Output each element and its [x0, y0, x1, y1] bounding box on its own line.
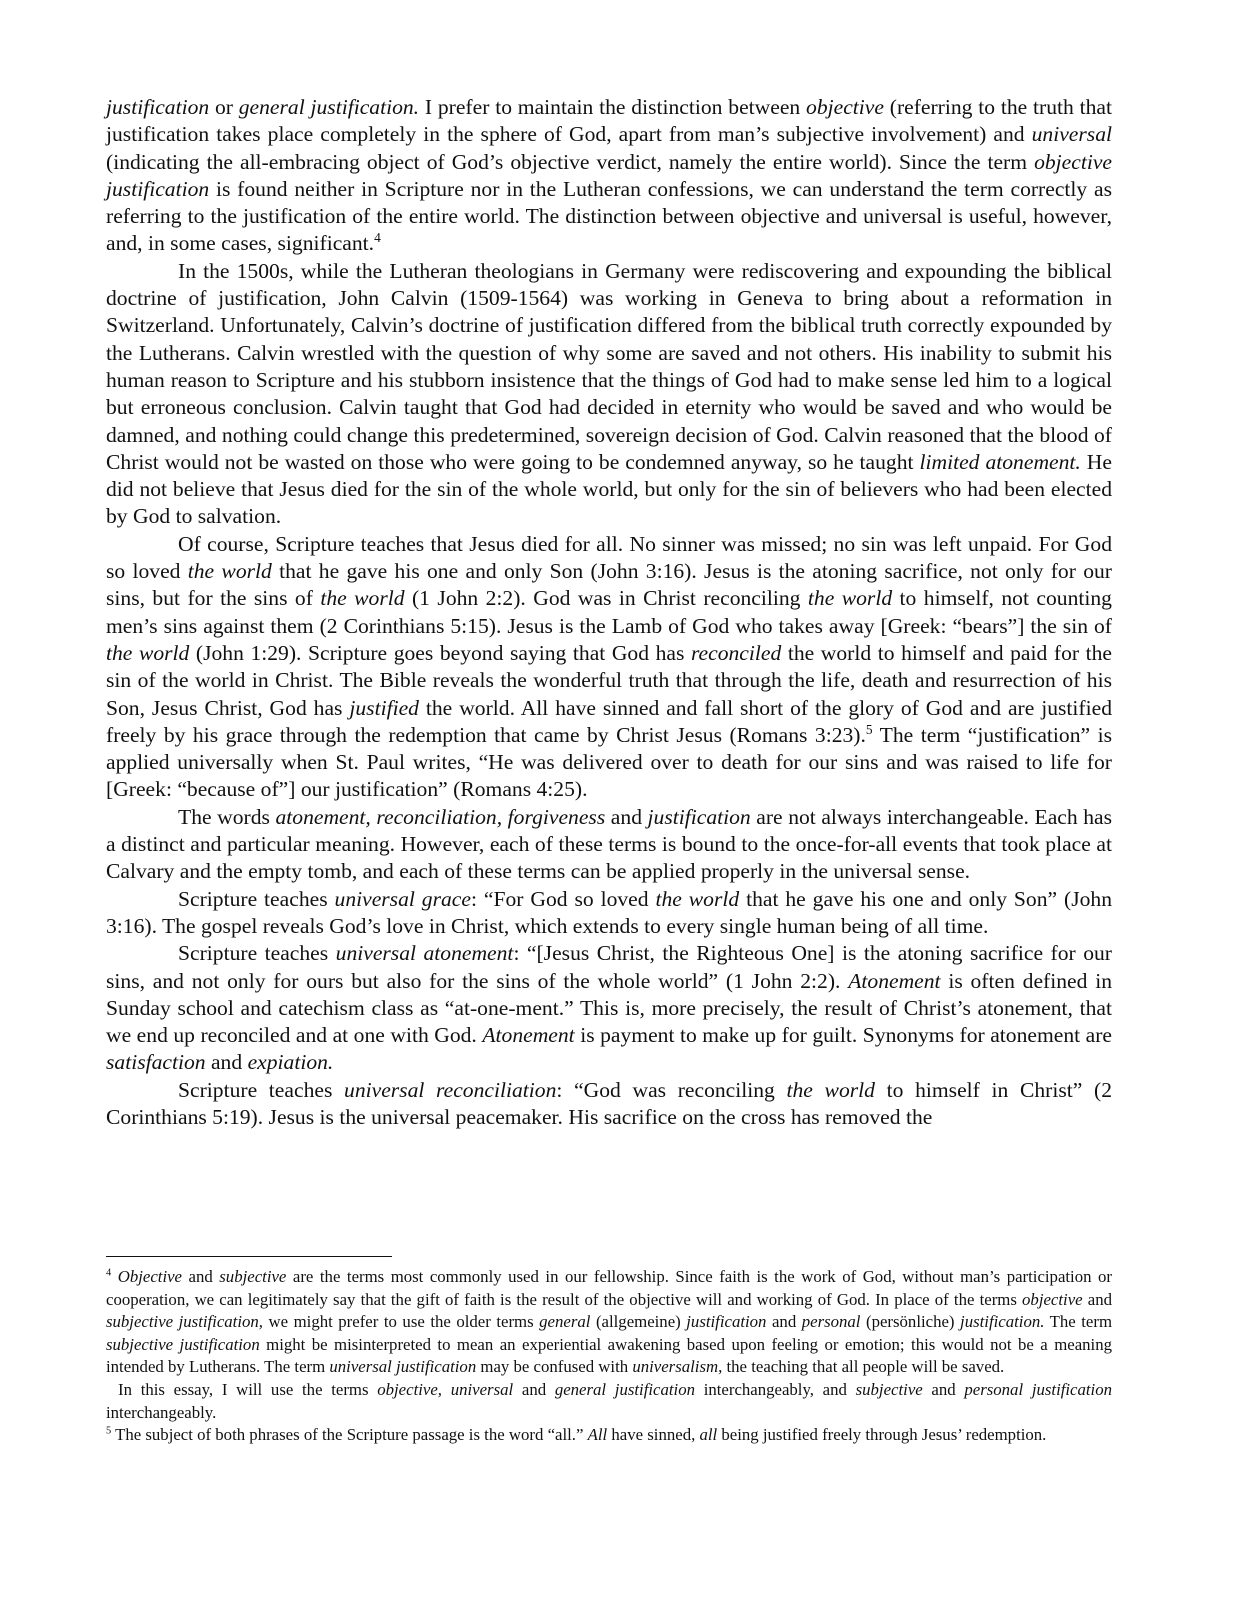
italic-run: expiation.: [247, 1050, 334, 1075]
italic-run: objective, universal: [377, 1379, 514, 1399]
text-run: to himself, not counting men’s sins against them (2 Corinthians 5:15). Jesus is the Lamb of God who takes away [Greek: “bears”] the sin of: [106, 586, 1112, 638]
text-run: and: [205, 1050, 248, 1075]
text-run: The term “justification” is applied universally when St. Paul writes, “He was delivered over to death for our sins and was raised to life for [Greek: “because of”] our justification” (Romans 4:25).: [106, 722, 1112, 802]
italic-run: universalism,: [632, 1357, 723, 1377]
italic-run: justification: [686, 1312, 767, 1332]
text-run: the world to himself and paid for the sin of the world in Christ. The Bible reveals the wonderful truth that through the life, death and resurrection of his Son, Jesus Christ, God has: [106, 640, 1112, 720]
text-run: the teaching that all people will be saved.: [722, 1357, 1005, 1377]
text-run: In the 1500s, while the Lutheran theologians in Germany were rediscovering and expounding the biblical doctrine of justification, John Calvin (1509-1564) was working in Geneva to bring about a reformation in Switzerland. Unfortunately, Calvin’s doctrine of justification differed from the biblical truth correctly expounded by the Lutherans. Calvin wrestled with the question of why some are saved and not others. His inability to submit his human reason to Scripture and his stubborn insistence that the things of God had to make sense led him to a logical but erroneous conclusion. Calvin taught that God had decided in eternity who would be saved and who would be damned, and nothing could change this predetermined, sovereign decision of God. Calvin reasoned that the blood of Christ would not be wasted on those who were going to be condemned anyway, so he taught: [106, 258, 1112, 474]
italic-run: personal justification: [964, 1379, 1112, 1399]
italic-run: general: [539, 1312, 591, 1332]
italic-run: subjective justification,: [106, 1312, 263, 1332]
text-run: that he gave his one and only Son” (John 3:16). The gospel reveals God’s love in Christ, which extends to every single human being of all time.: [106, 886, 1113, 938]
footnote: [106, 1379, 1112, 1424]
text-run: Scripture teaches: [178, 886, 335, 911]
body-paragraph: [106, 531, 1112, 804]
italic-run: general justification.: [238, 95, 420, 119]
italic-run: subjective: [219, 1267, 287, 1286]
body-paragraph: [106, 804, 1112, 886]
footnote-reference: 4: [106, 1267, 112, 1279]
body-paragraph: [106, 1077, 1112, 1132]
footnote-reference: 4: [374, 230, 381, 246]
italic-run: the world: [320, 586, 405, 611]
text-run: The term: [1044, 1312, 1113, 1332]
italic-run: universal justification: [329, 1357, 477, 1377]
text-run: : “[Jesus Christ, the Righteous One] is the atoning sacrifice for our sins, and not only for ours but also for the sins of the whole world” (1 John 2:2).: [106, 941, 1112, 993]
text-run: (1 John 2:2). God was in Christ reconciling: [404, 586, 808, 611]
text-run: we might prefer to use the older terms: [263, 1312, 540, 1332]
text-run: interchangeably, and: [694, 1379, 856, 1399]
text-run: to himself in Christ” (2 Corinthians 5:19). Jesus is the universal peacemaker. His sacrifice on the cross has removed the: [106, 1077, 1112, 1129]
text-run: (John 1:29). Scripture goes beyond saying that God has: [189, 640, 691, 665]
text-run: (indicating the all-embracing object of God’s objective verdict, namely the entire world). Since the term: [106, 149, 1035, 174]
text-run: and: [182, 1267, 220, 1286]
italic-run: subjective justification: [106, 1334, 260, 1354]
footnotes: [106, 1266, 1112, 1447]
italic-run: Atonement: [848, 968, 941, 993]
italic-run: Atonement: [482, 1023, 575, 1048]
text-run: is payment to make up for guilt. Synonyms for atonement are: [574, 1023, 1112, 1048]
italic-run: Objective: [117, 1267, 183, 1286]
italic-run: the world: [807, 586, 893, 611]
italic-run: the world: [655, 886, 740, 911]
text-run: being justified freely through Jesus’ redemption.: [717, 1425, 1047, 1445]
text-run: Scripture teaches: [178, 941, 336, 966]
text-run: are the terms most commonly used in our fellowship. Since faith is the work of God, without man’s participation or cooperation, we can legitimately say that the gift of faith is the result of the objective will and working of God. In place of the terms: [106, 1267, 1112, 1309]
italic-run: all: [699, 1425, 718, 1445]
text-run: I prefer to maintain the distinction between: [419, 95, 807, 119]
text-run: and: [1082, 1289, 1112, 1309]
text-run: might be misinterpreted to mean an experiential awakening based upon feeling or emotion; this would not be a meaning intended by Lutherans. The term: [106, 1334, 1112, 1377]
footnote: [106, 1424, 1112, 1447]
italic-run: subjective: [855, 1379, 923, 1399]
text-run: and: [766, 1312, 802, 1332]
text-run: may be confused with: [476, 1357, 633, 1377]
body-paragraph: [106, 886, 1112, 941]
italic-run: objective justification: [106, 149, 1112, 201]
text-run: the world. All have sinned and fall short of the glory of God and are justified freely by his grace through the redemption that came by Christ Jesus (Romans 3:23).: [106, 695, 1112, 747]
italic-run: objective: [806, 95, 884, 119]
body-paragraph: [106, 94, 1112, 258]
body-text: [106, 94, 1112, 1131]
footnote-separator: [106, 1256, 392, 1257]
italic-run: personal: [801, 1312, 861, 1332]
italic-run: All: [587, 1425, 608, 1445]
italic-run: justification: [647, 804, 751, 829]
italic-run: justification.: [960, 1312, 1045, 1332]
italic-run: objective: [1022, 1289, 1083, 1309]
italic-run: satisfaction: [106, 1050, 206, 1075]
text-run: or: [209, 95, 239, 119]
italic-run: universal reconciliation: [344, 1077, 557, 1102]
text-run: : “God was reconciling: [556, 1077, 787, 1102]
italic-run: reconciled: [690, 640, 782, 665]
italic-run: atonement, reconciliation, forgiveness: [275, 804, 606, 829]
body-paragraph: [106, 940, 1112, 1076]
italic-run: the world: [187, 559, 272, 584]
text-run: Scripture teaches: [178, 1077, 345, 1102]
footnote-reference: 5: [865, 721, 873, 737]
text-run: that he gave his one and only Son (John 3:16). Jesus is the atoning sacrifice, not only for our sins, but for the sins of: [106, 559, 1112, 611]
italic-run: justified: [349, 695, 419, 720]
italic-run: the world: [786, 1077, 875, 1102]
footnote-reference: 5: [106, 1425, 112, 1437]
text-run: are not always interchangeable. Each has a distinct and particular meaning. However, each of these terms is bound to the once-for-all events that took place at Calvary and the empty tomb, and each of these terms can be applied properly in the universal sense.: [106, 804, 1113, 884]
text-run: The words: [178, 804, 276, 829]
italic-run: limited atonement.: [919, 449, 1081, 474]
italic-run: universal grace: [334, 886, 471, 911]
text-run: (persönliche): [860, 1312, 961, 1332]
text-run: He did not believe that Jesus died for the sin of the whole world, but only for the sin of believers who had been elected by God to salvation.: [106, 449, 1112, 529]
text-run: and: [922, 1379, 965, 1399]
italic-run: universal: [1031, 122, 1112, 147]
text-run: and: [605, 804, 648, 829]
text-run: Of course, Scripture teaches that Jesus died for all. No sinner was missed; no sin was left unpaid. For God so loved: [106, 531, 1112, 584]
text-run: : “For God so loved: [470, 886, 656, 911]
italic-run: general justification: [554, 1379, 695, 1399]
italic-run: universal atonement: [335, 941, 514, 966]
body-paragraph: [106, 258, 1112, 531]
text-run: The subject of both phrases of the Scripture passage is the word “all.”: [111, 1425, 588, 1445]
text-run: is often defined in Sunday school and catechism class as “at-one-ment.” This is, more precisely, the result of Christ’s atonement, that we end up reconciled and at one with God.: [106, 968, 1112, 1048]
text-run: and: [513, 1379, 555, 1399]
text-run: have sinned,: [607, 1425, 700, 1445]
text-run: (referring to the truth that justification takes place completely in the sphere of God, apart from man’s subjective involvement) and: [106, 95, 1112, 147]
text-run: (allgemeine): [590, 1312, 687, 1332]
text-run: interchangeably.: [106, 1402, 217, 1422]
footnote: [106, 1266, 1112, 1379]
text-run: In this essay, I will use the terms: [118, 1379, 378, 1399]
italic-run: the world: [106, 640, 190, 665]
text-run: is found neither in Scripture nor in the Lutheran confessions, we can understand the term correctly as referring to the justification of the entire world. The distinction between objective and universal is useful, however, and, in some cases, significant.: [106, 176, 1112, 256]
italic-run: justification: [106, 95, 210, 119]
